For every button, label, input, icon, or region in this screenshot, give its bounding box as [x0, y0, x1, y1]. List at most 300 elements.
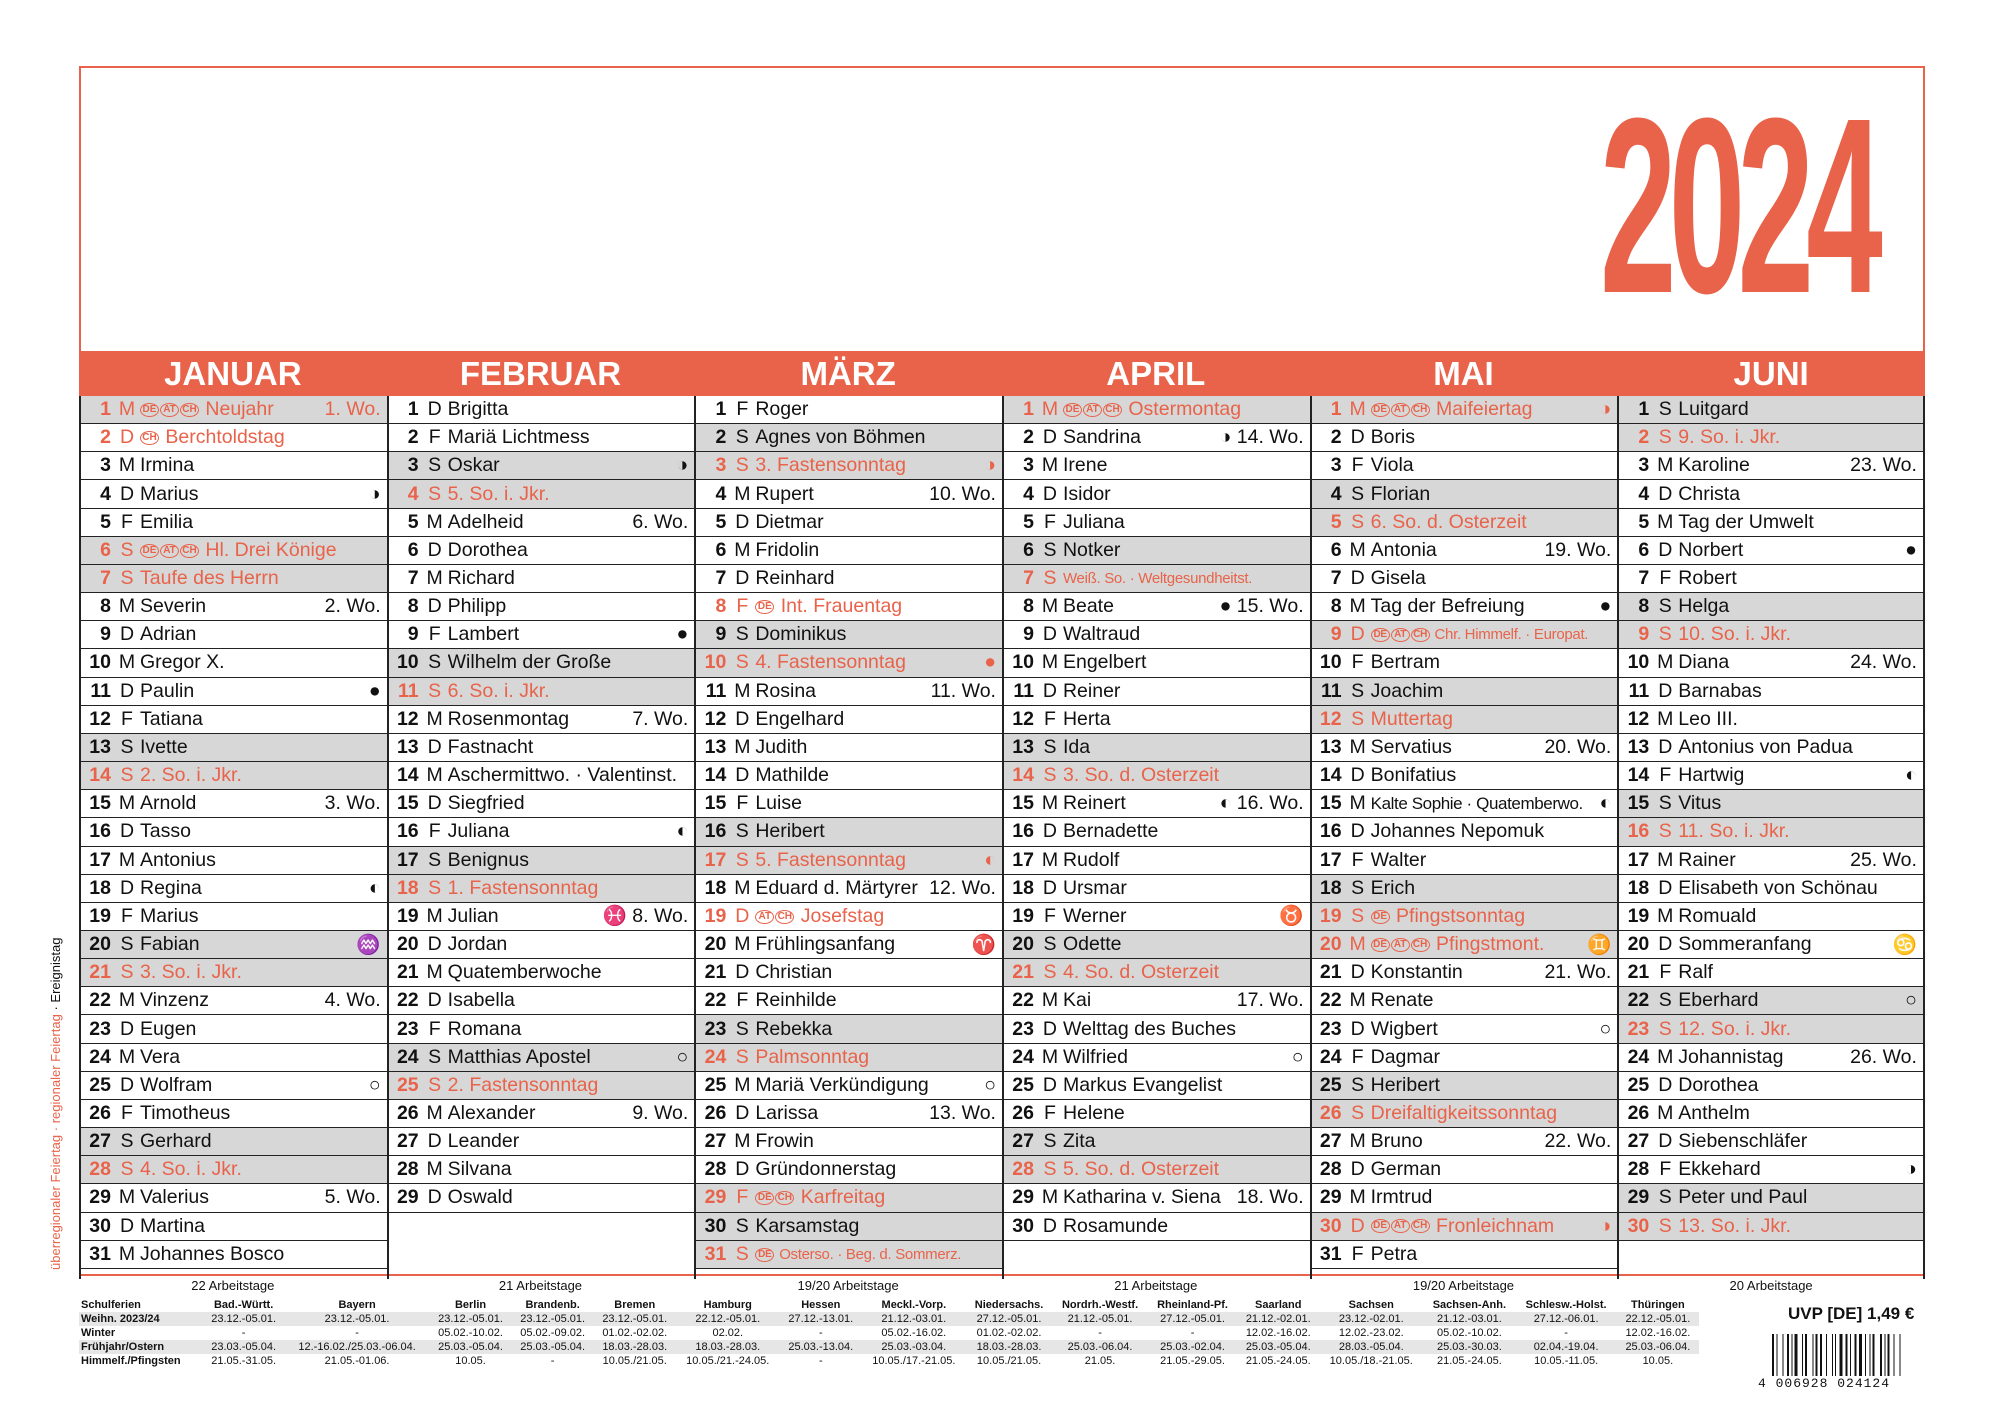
day-name: Antonius von Padua [1678, 735, 1853, 758]
day-number: 29 [704, 1186, 727, 1209]
day-row [696, 1015, 1002, 1043]
school-cell: 25.03.-02.04. [1148, 1340, 1237, 1354]
weekday: S [1351, 1101, 1365, 1124]
weekday: F [1659, 1158, 1672, 1181]
weekday: D [735, 904, 750, 927]
day-name: Wolfram [140, 1073, 213, 1096]
weekday: D [1042, 1017, 1058, 1040]
weekday: M [426, 961, 443, 984]
school-cell: 10.05./21.-24.05. [686, 1355, 770, 1367]
day-row [696, 706, 1002, 734]
day-name: Norbert [1678, 538, 1744, 561]
day-row [81, 537, 387, 565]
day-number: 1 [715, 398, 727, 421]
school-header: Schlesw.-Holst. [1525, 1299, 1607, 1311]
day-name: Walter [1370, 848, 1427, 871]
school-cell: - [818, 1355, 823, 1367]
region-ch-icon: CH [1411, 403, 1430, 417]
weekday: D [427, 933, 442, 956]
weekday: D [119, 1073, 135, 1096]
day-number: 17 [1627, 848, 1650, 871]
school-cell: 18.03.-28.03. [676, 1340, 780, 1354]
day-number: 8 [100, 595, 111, 618]
day-name: Gerhard [140, 1130, 212, 1153]
day-row [389, 649, 695, 677]
school-cell: Weihn. 2023/24 [79, 1312, 203, 1326]
day-number: 28 [704, 1158, 727, 1181]
day-number: 6 [1638, 538, 1650, 561]
weekday: F [1659, 764, 1672, 787]
day-number: 3 [407, 454, 419, 477]
barcode-bar [1888, 1334, 1890, 1376]
day-number: 11 [1628, 679, 1650, 702]
day-row [1619, 593, 1923, 621]
day-number: 29 [1012, 1186, 1034, 1209]
day-name: Philipp [447, 595, 507, 618]
region-de-icon: DE [1371, 938, 1390, 952]
day-extra: 26. Wo. [1850, 1045, 1917, 1068]
day-row [1619, 790, 1923, 818]
day-name: 6. So. i. Jkr. [447, 679, 550, 702]
day-number: 19 [1627, 904, 1650, 927]
weekday: F [1351, 454, 1364, 477]
day-number: 7 [1023, 567, 1034, 590]
weekday: D [119, 426, 135, 449]
weekday: M [118, 1186, 136, 1209]
day-row [389, 593, 695, 621]
day-extra: ● 15. Wo. [1219, 595, 1304, 618]
day-number: 27 [1012, 1130, 1034, 1153]
weekday: M [1349, 735, 1366, 758]
school-cell: 25.03.-05.04. [430, 1340, 512, 1354]
weekday: D [119, 876, 135, 899]
day-row [1312, 818, 1618, 846]
weekday: M [734, 679, 751, 702]
weekday: S [1658, 398, 1672, 421]
weekday: D [427, 398, 442, 421]
school-cell: 23.12.-05.01. [285, 1312, 430, 1326]
weekday: F [121, 510, 133, 533]
day-row [81, 959, 387, 987]
day-extra: 22. Wo. [1544, 1130, 1612, 1153]
day-name: Ivette [140, 735, 188, 758]
weekday: S [1043, 567, 1057, 590]
weekday: F [1351, 1045, 1364, 1068]
day-row [81, 903, 387, 931]
day-name: Gisela [1370, 567, 1426, 590]
day-number: 30 [1319, 1214, 1342, 1237]
day-row [1004, 537, 1310, 565]
day-extra: 6. Wo. [632, 510, 689, 533]
day-row [389, 931, 695, 959]
weekday: M [1657, 510, 1674, 533]
weekday: F [121, 707, 133, 730]
day-row [81, 847, 387, 875]
weekday: M [426, 904, 443, 927]
school-cell: 25.03.-30.03. [1423, 1340, 1515, 1354]
weekday: D [1658, 538, 1673, 561]
weekday: D [119, 1017, 135, 1040]
day-number: 4 [100, 482, 111, 505]
day-name: Rosamunde [1062, 1214, 1169, 1237]
day-name: German [1370, 1158, 1442, 1181]
weekday: S [1351, 707, 1365, 730]
day-number: 19 [704, 904, 727, 927]
day-name: Irene [1062, 454, 1108, 477]
weekday: S [120, 764, 134, 787]
day-number: 14 [1012, 764, 1034, 787]
day-name: Leander [447, 1130, 520, 1153]
day-extra: 3. Wo. [324, 792, 381, 815]
day-number: 3 [1023, 454, 1034, 477]
weekday: S [428, 482, 442, 505]
day-name: Irmtrud [1370, 1186, 1433, 1209]
day-row [81, 875, 387, 903]
day-number: 26 [1012, 1101, 1034, 1124]
day-row [81, 706, 387, 734]
day-row [389, 1184, 695, 1212]
school-cell: 18.03.-28.03. [594, 1340, 676, 1354]
day-name: 2. Fastensonntag [447, 1073, 599, 1096]
weekday: M [118, 1242, 136, 1265]
day-row [1312, 931, 1618, 959]
day-extra: 2. Wo. [324, 595, 381, 618]
region-de-icon: DE [755, 1191, 774, 1205]
day-name: Irmina [140, 454, 195, 477]
day-row [1619, 537, 1923, 565]
day-row [81, 1072, 387, 1100]
day-name: DE AT CH Maifeiertag [1371, 398, 1596, 421]
day-number: 20 [1319, 933, 1342, 956]
day-row [1004, 818, 1310, 846]
day-row [696, 1184, 1002, 1212]
day-name: Eberhard [1678, 989, 1759, 1012]
day-number: 1 [1023, 398, 1034, 421]
day-row [1312, 875, 1618, 903]
day-number: 18 [1012, 876, 1034, 899]
day-row [81, 396, 387, 424]
day-name: Notker [1062, 538, 1121, 561]
day-name: Paulin [140, 679, 195, 702]
day-row [1312, 790, 1618, 818]
weekday: S [1658, 623, 1672, 646]
day-row [1004, 480, 1310, 508]
day-name: Siegfried [447, 792, 525, 815]
day-row [1312, 903, 1618, 931]
weekday: S [735, 454, 749, 477]
day-name: Johannes Bosco [140, 1242, 285, 1265]
weekday: D [1350, 820, 1365, 843]
region-ch-icon: CH [1411, 628, 1430, 642]
school-cell: 23.12.-05.01. [594, 1312, 676, 1326]
day-row [1312, 847, 1618, 875]
month-column [387, 396, 695, 1279]
day-number: 17 [89, 848, 111, 871]
day-number: 2 [1638, 426, 1650, 449]
day-row [696, 987, 1002, 1015]
day-number: 14 [89, 764, 111, 787]
weekday: D [119, 623, 135, 646]
school-cell: 21.05.-24.05. [1245, 1355, 1311, 1367]
day-row [1619, 1100, 1923, 1128]
day-name: Taufe des Herrn [140, 567, 279, 590]
day-name: Erich [1370, 876, 1416, 899]
day-row [81, 509, 387, 537]
school-cell: 05.02.-10.02. [1436, 1327, 1502, 1339]
day-number: 4 [715, 482, 727, 505]
school-cell: 21.12.-03.01. [1423, 1312, 1515, 1326]
barcode-bar [1792, 1334, 1793, 1376]
workdays-count: 21 Arbeitstage [1114, 1278, 1198, 1293]
school-cell: 18.03.-28.03. [966, 1340, 1052, 1354]
weekday: S [120, 933, 134, 956]
day-row [81, 1184, 387, 1212]
weekday: M [426, 567, 443, 590]
weekday: M [734, 876, 751, 899]
region-at-icon: AT [1391, 628, 1410, 642]
school-cell: 22.12.-05.01. [676, 1312, 780, 1326]
weekday: M [1349, 595, 1366, 618]
day-name: Lambert [447, 623, 520, 646]
barcode-bar [1880, 1334, 1882, 1376]
school-cell: - [818, 1327, 823, 1339]
day-name: Bruno [1370, 1130, 1423, 1153]
day-number: 25 [1319, 1073, 1342, 1096]
weekday: D [1658, 876, 1673, 899]
day-row [81, 565, 387, 593]
day-row [696, 649, 1002, 677]
day-number: 6 [407, 538, 419, 561]
day-row [81, 452, 387, 480]
barcode-bar [1816, 1334, 1818, 1376]
day-extra: ○ [676, 1045, 689, 1068]
school-cell: 28.03.-05.04. [1319, 1340, 1423, 1354]
day-number: 16 [1012, 820, 1034, 843]
day-row [389, 818, 695, 846]
day-number: 28 [89, 1158, 111, 1181]
day-row [389, 1100, 695, 1128]
school-row [79, 1340, 1699, 1354]
day-row [1312, 1241, 1618, 1269]
day-number: 18 [1627, 876, 1650, 899]
day-number: 7 [407, 567, 419, 590]
weekday: S [120, 961, 134, 984]
weekday: F [1659, 961, 1672, 984]
day-row [1004, 1213, 1310, 1241]
day-name: Gregor X. [140, 651, 225, 674]
school-cell: 12.-16.02./25.03.-06.04. [285, 1340, 430, 1354]
day-row [1004, 621, 1310, 649]
day-name: 12. So. i. Jkr. [1678, 1017, 1791, 1040]
weekday: S [735, 1214, 749, 1237]
day-number: 21 [1319, 961, 1342, 984]
day-name: DE Int. Frauentag [755, 595, 996, 618]
day-number: 21 [704, 961, 727, 984]
day-row [1004, 903, 1310, 931]
day-number: 29 [1627, 1186, 1650, 1209]
day-row [1619, 706, 1923, 734]
day-row [1312, 1156, 1618, 1184]
weekday: M [118, 454, 136, 477]
day-row [1619, 734, 1923, 762]
day-row [81, 987, 387, 1015]
school-cell: 27.12.-05.01. [1148, 1312, 1237, 1326]
day-number: 26 [704, 1101, 727, 1124]
day-row [389, 1044, 695, 1072]
day-number: 10 [1319, 651, 1342, 674]
day-name: Larissa [755, 1101, 819, 1124]
day-number: 8 [1638, 595, 1650, 618]
weekday: S [428, 651, 442, 674]
school-cell: 25.03.-13.04. [780, 1340, 862, 1354]
weekday: S [120, 735, 134, 758]
day-number: 24 [1012, 1045, 1034, 1068]
day-name: DE AT CH Hl. Drei Könige [140, 539, 381, 562]
day-number: 3 [715, 454, 727, 477]
day-extra: ♊ [1587, 933, 1612, 956]
day-name: Eugen [140, 1017, 197, 1040]
day-extra: ● [676, 623, 689, 646]
day-row [1619, 1128, 1923, 1156]
day-number: 17 [1319, 848, 1342, 871]
day-extra: 18. Wo. [1236, 1186, 1304, 1209]
day-number: 10 [704, 651, 727, 674]
school-cell: - [1564, 1327, 1568, 1339]
weekday: D [119, 820, 135, 843]
region-ch-icon: CH [180, 403, 199, 417]
day-number: 30 [1012, 1214, 1034, 1237]
barcode-image [1770, 1334, 1920, 1376]
school-cell: 01.02.-02.02. [602, 1327, 668, 1339]
day-row [696, 1072, 1002, 1100]
day-number: 5 [407, 510, 419, 533]
weekday: M [1349, 1130, 1366, 1153]
month-column [1617, 396, 1925, 1279]
day-row [1004, 1100, 1310, 1128]
weekday: M [1349, 1186, 1366, 1209]
day-name: Luitgard [1678, 398, 1749, 421]
day-name: 3. Fastensonntag [755, 454, 906, 477]
day-row [1619, 987, 1923, 1015]
day-name: 5. So. i. Jkr. [447, 482, 550, 505]
day-name: Alexander [447, 1101, 536, 1124]
day-number: 5 [1023, 510, 1034, 533]
school-header: Sachsen-Anh. [1432, 1299, 1507, 1311]
school-cell: 12.02.-16.02. [1625, 1327, 1691, 1339]
weekday: D [1042, 679, 1058, 702]
day-name: Herta [1062, 707, 1111, 730]
barcode-bar [1846, 1334, 1848, 1376]
barcode-bar [1850, 1334, 1851, 1376]
day-name: Reiner [1062, 679, 1121, 702]
school-cell: 25.03.-03.04. [862, 1340, 966, 1354]
barcode-bar [1826, 1334, 1827, 1376]
school-header: Bayern [338, 1299, 376, 1311]
day-name: Isidor [1062, 482, 1111, 505]
school-header: Berlin [454, 1299, 487, 1311]
weekday: S [428, 454, 442, 477]
day-name: Dietmar [755, 510, 824, 533]
school-cell: 27.12.-13.01. [780, 1312, 862, 1326]
region-de-icon: DE [755, 600, 774, 614]
weekday: S [1351, 679, 1365, 702]
day-number: 13 [1627, 735, 1650, 758]
weekday: S [1658, 792, 1672, 815]
day-name: Fastnacht [447, 735, 534, 758]
school-cell: 25.03.-05.04. [1237, 1340, 1319, 1354]
day-number: 23 [89, 1017, 111, 1040]
weekday: S [1658, 989, 1672, 1012]
school-header: Brandenb. [525, 1299, 580, 1311]
day-number: 11 [398, 679, 419, 702]
day-row [696, 762, 1002, 790]
day-row [389, 903, 695, 931]
weekday: F [428, 426, 441, 449]
school-cell: 10.05.-11.05. [1534, 1355, 1599, 1367]
day-row [1312, 1184, 1618, 1212]
day-name: 6. So. d. Osterzeit [1370, 510, 1527, 533]
day-name: Dorothea [447, 538, 528, 561]
weekday: M [118, 1045, 136, 1068]
day-number: 6 [1330, 538, 1342, 561]
day-name: DE AT CH Neujahr [140, 398, 321, 421]
day-number: 28 [1012, 1158, 1034, 1181]
day-name: Antonius [140, 848, 216, 871]
weekday: M [118, 398, 136, 421]
day-name: Kalte Sophie · Quatemberwo. [1370, 793, 1583, 813]
school-cell: 21.12.-05.01. [1052, 1312, 1148, 1326]
day-number: 23 [1319, 1017, 1342, 1040]
day-number: 6 [100, 538, 111, 561]
day-extra: ○ [1905, 989, 1917, 1012]
month-name: APRIL [1106, 355, 1206, 392]
day-name: Ekkehard [1678, 1158, 1761, 1181]
day-row [389, 706, 695, 734]
day-name: Johannistag [1678, 1045, 1784, 1068]
region-ch-icon: CH [775, 910, 794, 924]
day-row [389, 790, 695, 818]
day-name: Isabella [447, 989, 515, 1012]
day-name: Adrian [140, 623, 197, 646]
day-number: 26 [1627, 1101, 1650, 1124]
weekday: D [1042, 426, 1058, 449]
day-row [1312, 959, 1618, 987]
day-name: 2. So. i. Jkr. [140, 764, 242, 787]
day-row [1619, 1184, 1923, 1212]
month-column [694, 396, 1002, 1279]
school-cell: 23.12.-02.01. [1319, 1312, 1423, 1326]
day-name: Adelheid [447, 510, 524, 533]
weekday: S [735, 1242, 749, 1265]
day-name: Timotheus [140, 1101, 231, 1124]
day-number: 27 [704, 1130, 727, 1153]
school-cell: 05.02.-10.02. [438, 1327, 503, 1339]
school-cell: 23.12.-05.01. [430, 1312, 512, 1326]
day-number: 3 [100, 454, 111, 477]
weekday: M [1657, 904, 1674, 927]
empty-row [1619, 1241, 1923, 1269]
workdays-count: 21 Arbeitstage [498, 1278, 583, 1293]
weekday: S [1043, 764, 1057, 787]
day-number: 9 [407, 623, 419, 646]
day-name: Frühlingsanfang [755, 933, 896, 956]
day-name: Renate [1370, 989, 1434, 1012]
workdays-count: 19/20 Arbeitstage [797, 1278, 899, 1293]
day-name: 11. So. i. Jkr. [1678, 820, 1790, 843]
day-number: 20 [396, 933, 419, 956]
day-name: Werner [1062, 904, 1127, 927]
day-name: Mariä Lichtmess [447, 426, 590, 449]
